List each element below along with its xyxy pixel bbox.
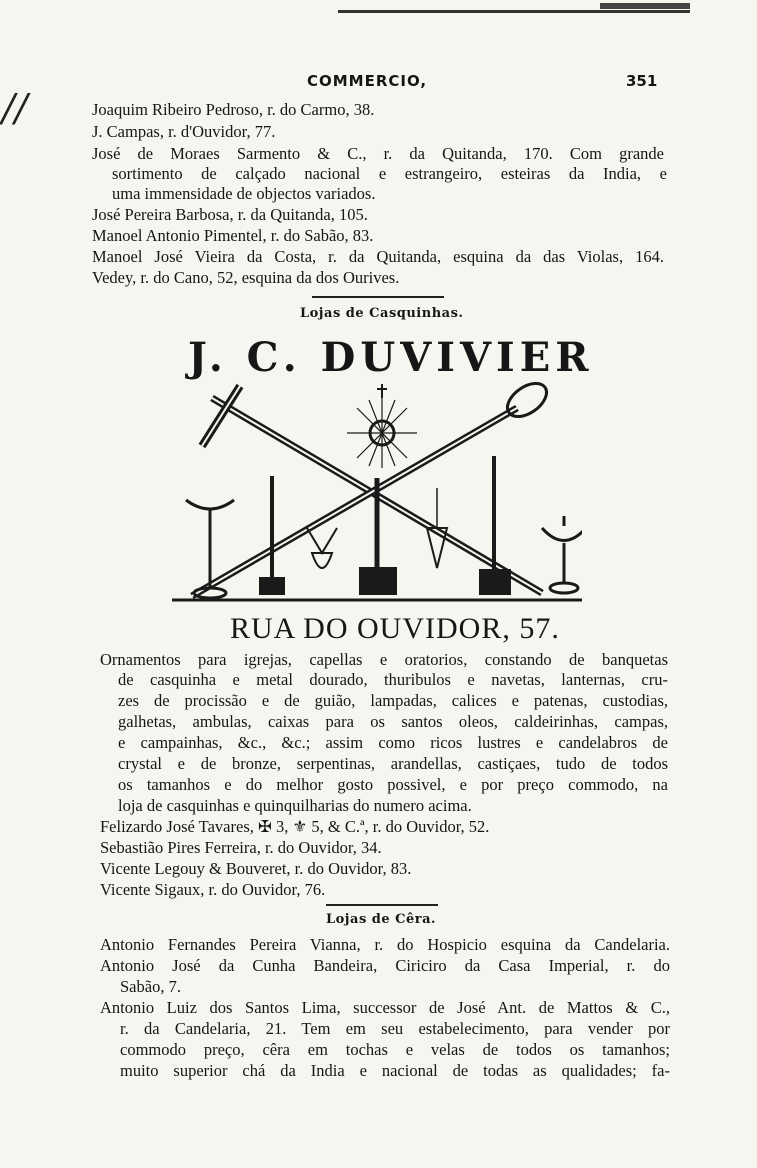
list-item: Sabão, 7. bbox=[120, 977, 181, 996]
page-title: COMMERCIO, bbox=[307, 72, 428, 90]
top-rule-thick bbox=[600, 3, 690, 9]
section-divider bbox=[326, 904, 438, 906]
page-number: 351 bbox=[626, 72, 658, 90]
margin-mark: // bbox=[2, 86, 28, 130]
description-line: e campainhas, &c., &c.; assim como ricos lustres e candelabros de bbox=[118, 733, 668, 752]
section-divider bbox=[312, 296, 444, 298]
list-item: José Pereira Barbosa, r. da Quitanda, 105. bbox=[92, 205, 368, 224]
list-item: Antonio José da Cunha Bandeira, Ciriciro da Casa Imperial, r. do bbox=[100, 956, 670, 975]
section-heading-cera: Lojas de Cêra. bbox=[326, 912, 437, 927]
description-line: os tamanhos e do melhor gosto possivel, e por preço commodo, na bbox=[118, 775, 668, 794]
list-item: commodo preço, cêra em tochas e velas de todos os tamanhos; bbox=[120, 1040, 670, 1059]
description-line: Ornamentos para igrejas, capellas e oratorios, constando de banquetas bbox=[100, 650, 668, 669]
description-line: de casquinha e metal dourado, thuribulos e navetas, lanternas, cru- bbox=[118, 670, 668, 689]
list-item: J. Campas, r. d'Ouvidor, 77. bbox=[92, 122, 276, 141]
list-item: muito superior chá da India e nacional de todas as qualidades; fa- bbox=[120, 1061, 670, 1080]
list-item: sortimento de calçado nacional e estrangeiro, esteiras da India, e bbox=[112, 164, 667, 183]
description-line: loja de casquinhas e quinquilharias do numero acima. bbox=[118, 796, 472, 815]
street-address: RUA DO OUVIDOR, 57. bbox=[230, 612, 560, 645]
description-line: crystal e de bronze, serpentinas, arandellas, castiçaes, tudo de todos bbox=[118, 754, 668, 773]
description-line: galhetas, ambulas, caixas para os santos oleos, caldeirinhas, campas, bbox=[118, 712, 668, 731]
list-item: Vicente Legouy & Bouveret, r. do Ouvidor, 83. bbox=[100, 859, 412, 878]
list-item: Antonio Luiz dos Santos Lima, successor de José Ant. de Mattos & C., bbox=[100, 998, 670, 1017]
description-line: zes de procissão e de guião, lampadas, calices e patenas, custodias, bbox=[118, 691, 668, 710]
list-item: Joaquim Ribeiro Pedroso, r. do Carmo, 38. bbox=[92, 100, 375, 119]
list-item: Manoel Antonio Pimentel, r. do Sabão, 83. bbox=[92, 226, 374, 245]
section-heading-casquinhas: Lojas de Casquinhas. bbox=[300, 306, 464, 321]
list-item: Manoel José Vieira da Costa, r. da Quitanda, esquina da das Violas, 164. bbox=[92, 247, 664, 266]
list-item: Felizardo José Tavares, ✠ 3, ⚜ 5, & C.ª, r. do Ouvidor, 52. bbox=[100, 817, 490, 836]
page-header bbox=[0, 72, 757, 96]
list-item: Sebastião Pires Ferreira, r. do Ouvidor, 34. bbox=[100, 838, 382, 857]
ornaments-engraving bbox=[172, 378, 582, 608]
list-item: Vedey, r. do Cano, 52, esquina da dos Ourives. bbox=[92, 268, 400, 287]
list-item: Vicente Sigaux, r. do Ouvidor, 76. bbox=[100, 880, 326, 899]
brand-name: J. C. DUVIVIER bbox=[188, 334, 594, 381]
list-item: Antonio Fernandes Pereira Vianna, r. do Hospicio esquina da Candelaria. bbox=[100, 935, 670, 954]
top-rule bbox=[338, 10, 690, 13]
list-item: José de Moraes Sarmento & C., r. da Quitanda, 170. Com grande bbox=[92, 144, 664, 163]
ciborium bbox=[542, 528, 582, 541]
hanging-lamp bbox=[307, 528, 337, 568]
list-item: r. da Candelaria, 21. Tem em seu estabelecimento, para vender por bbox=[120, 1019, 670, 1038]
list-item: uma immensidade de objectos variados. bbox=[112, 184, 376, 203]
chalice bbox=[186, 500, 234, 509]
